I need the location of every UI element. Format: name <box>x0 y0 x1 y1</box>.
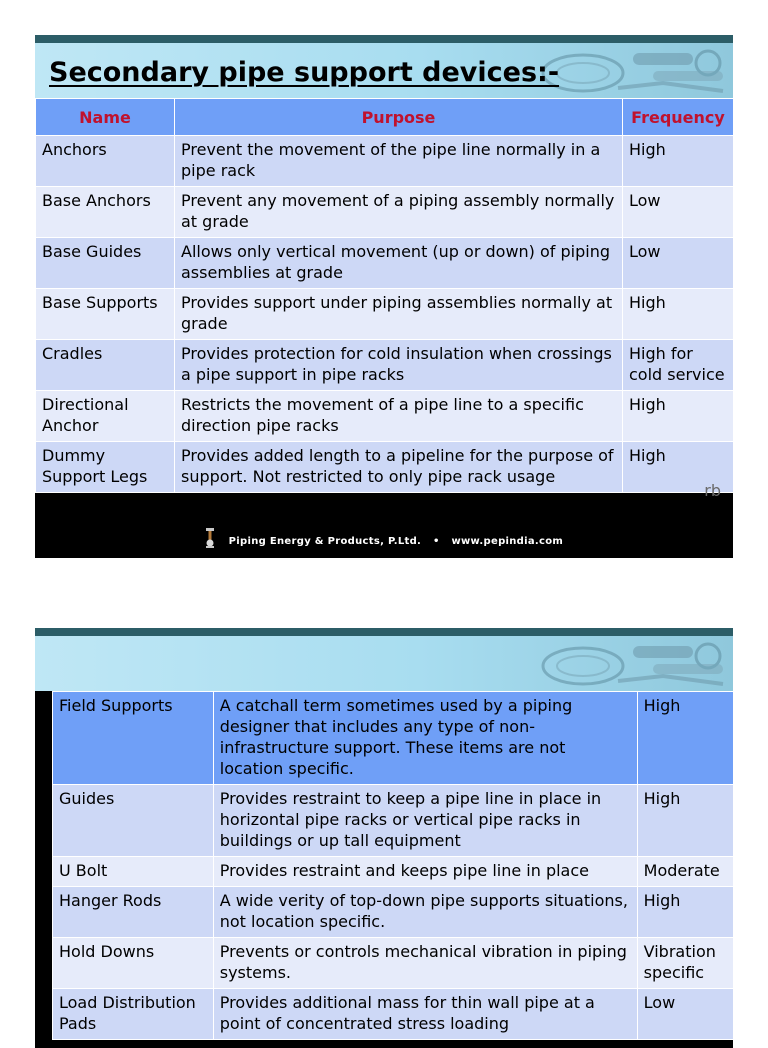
cell-name: Directional Anchor <box>36 391 175 442</box>
company-logo-icon <box>205 528 215 548</box>
table-row <box>36 238 734 289</box>
cell-purpose: Allows only vertical movement (up or down) of piping assemblies at grade <box>175 238 623 289</box>
table-row <box>36 187 734 238</box>
cell-frequency: High <box>637 785 733 857</box>
table-row <box>53 692 734 785</box>
support-devices-table-continued <box>52 691 733 1040</box>
cell-frequency: High <box>623 289 734 340</box>
cell-name: Guides <box>53 785 214 857</box>
cell-name: Cradles <box>36 340 175 391</box>
cell-frequency: High <box>623 391 734 442</box>
watermark-text: rb <box>704 481 721 500</box>
table-row <box>36 289 734 340</box>
footer-separator: • <box>432 536 440 547</box>
cell-frequency: Moderate <box>637 857 733 887</box>
table-row <box>36 340 734 391</box>
table-row <box>53 938 734 989</box>
cell-name: Field Supports <box>53 692 214 785</box>
page-title: Secondary pipe support devices:- <box>49 57 560 88</box>
cell-name: Base Supports <box>36 289 175 340</box>
column-header-name: Name <box>36 99 175 136</box>
footer-website-link[interactable]: www.pepindia.com <box>451 536 564 547</box>
table-row <box>36 442 734 493</box>
slide-header-banner <box>35 43 733 98</box>
cell-name: Hanger Rods <box>53 887 214 938</box>
cell-frequency: Low <box>623 187 734 238</box>
cell-purpose: Restricts the movement of a pipe line to a specific direction pipe racks <box>175 391 623 442</box>
footer-company-name: Piping Energy & Products, P.Ltd. <box>228 536 422 547</box>
cell-frequency: Low <box>623 238 734 289</box>
cell-purpose: Provides additional mass for thin wall pipe at a point of concentrated stress loading <box>213 989 637 1040</box>
table-row <box>36 136 734 187</box>
slide-header-banner <box>35 636 733 691</box>
cell-name: Dummy Support Legs <box>36 442 175 493</box>
cell-purpose: Provides restraint to keep a pipe line in place in horizontal pipe racks or vertical pipe racks in buildings or up tall equipment <box>213 785 637 857</box>
cell-name: Base Anchors <box>36 187 175 238</box>
cell-purpose: Provides added length to a pipeline for the purpose of support. Not restricted to only pipe rack usage <box>175 442 623 493</box>
cell-frequency: High <box>637 887 733 938</box>
column-header-purpose: Purpose <box>175 99 623 136</box>
cell-frequency: Low <box>637 989 733 1040</box>
machinery-decoration-image <box>523 636 733 691</box>
cell-purpose: Prevent the movement of the pipe line normally in a pipe rack <box>175 136 623 187</box>
cell-name: Base Guides <box>36 238 175 289</box>
table-row <box>53 785 734 857</box>
slide-footer <box>35 511 733 558</box>
slide-1 <box>35 35 733 558</box>
cell-purpose: A catchall term sometimes used by a piping designer that includes any type of non-infrastructure support. These items are not location specific. <box>213 692 637 785</box>
slide-top-bar <box>35 35 733 43</box>
column-header-frequency: Frequency <box>623 99 734 136</box>
cell-name: Anchors <box>36 136 175 187</box>
slide-top-bar <box>35 628 733 636</box>
cell-frequency: High <box>623 442 734 493</box>
cell-purpose: Provides support under piping assemblies normally at grade <box>175 289 623 340</box>
cell-purpose: Prevents or controls mechanical vibration in piping systems. <box>213 938 637 989</box>
slide-2 <box>35 628 733 1048</box>
cell-purpose: Prevent any movement of a piping assembly normally at grade <box>175 187 623 238</box>
table-row <box>53 989 734 1040</box>
cell-frequency: High <box>623 136 734 187</box>
table-row <box>53 857 734 887</box>
table-row <box>36 391 734 442</box>
cell-purpose: Provides protection for cold insulation when crossings a pipe support in pipe racks <box>175 340 623 391</box>
cell-purpose: Provides restraint and keeps pipe line in place <box>213 857 637 887</box>
cell-name: Hold Downs <box>53 938 214 989</box>
support-devices-table <box>35 98 733 493</box>
cell-frequency: Vibration specific <box>637 938 733 989</box>
cell-frequency: High for cold service <box>623 340 734 391</box>
table-row <box>53 887 734 938</box>
cell-purpose: A wide verity of top-down pipe supports situations, not location specific. <box>213 887 637 938</box>
cell-name: Load Distribution Pads <box>53 989 214 1040</box>
cell-name: U Bolt <box>53 857 214 887</box>
cell-frequency: High <box>637 692 733 785</box>
table-header-row <box>36 99 734 136</box>
